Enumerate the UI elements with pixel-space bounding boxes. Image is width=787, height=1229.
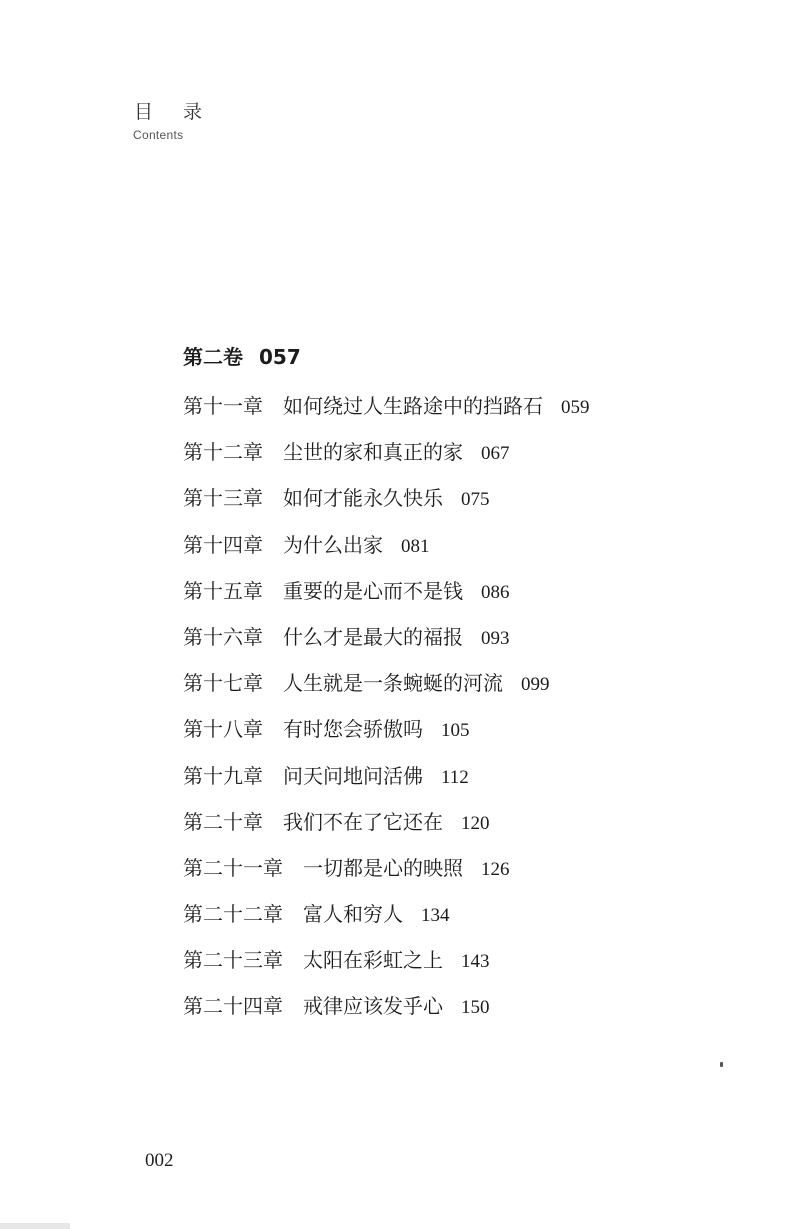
chapter-label: 第十三章 <box>183 486 263 511</box>
toc-entry[interactable] <box>183 983 743 1029</box>
chapter-title: 一切都是心的映照 <box>303 855 463 880</box>
chapter-page-number: 112 <box>441 766 469 788</box>
print-speck <box>720 1062 723 1067</box>
toc-entry[interactable] <box>183 799 743 845</box>
chapter-title: 如何才能永久快乐 <box>283 486 443 511</box>
chapter-title: 我们不在了它还在 <box>283 809 443 834</box>
chapter-label: 第十四章 <box>183 532 263 557</box>
contents-subheading: Contents <box>133 128 184 142</box>
chapter-title: 什么才是最大的福报 <box>283 624 463 649</box>
chapter-page-number: 059 <box>561 397 590 418</box>
table-of-contents <box>183 337 743 1030</box>
page-number: 002 <box>145 1150 174 1171</box>
chapter-title: 尘世的家和真正的家 <box>283 440 463 465</box>
chapter-title: 太阳在彩虹之上 <box>303 948 443 973</box>
chapter-list <box>183 383 743 1030</box>
chapter-label: 第十一章 <box>183 394 263 418</box>
chapter-label: 第二十三章 <box>183 948 283 973</box>
chapter-page-number: 081 <box>401 535 430 557</box>
toc-entry[interactable] <box>183 383 743 429</box>
chapter-page-number: 150 <box>461 997 490 1019</box>
toc-entry[interactable] <box>183 660 743 706</box>
chapter-page-number: 120 <box>461 812 490 834</box>
toc-entry[interactable] <box>183 937 743 983</box>
chapter-label: 第十九章 <box>183 763 263 788</box>
chapter-page-number: 134 <box>421 905 450 927</box>
chapter-label: 第十八章 <box>183 717 263 742</box>
chapter-title: 为什么出家 <box>283 532 383 557</box>
section-label: 第二卷 <box>183 345 243 369</box>
chapter-page-number: 067 <box>481 443 510 465</box>
toc-entry[interactable] <box>183 891 743 937</box>
toc-entry[interactable] <box>183 475 743 521</box>
toc-entry[interactable] <box>183 706 743 752</box>
chapter-label: 第二十二章 <box>183 902 283 927</box>
section-page-number: 057 <box>259 345 301 369</box>
chapter-label: 第十五章 <box>183 578 263 603</box>
toc-section-heading[interactable] <box>183 337 743 377</box>
toc-entry[interactable] <box>183 522 743 568</box>
chapter-label: 第十六章 <box>183 624 263 649</box>
chapter-title: 戒律应该发乎心 <box>303 994 443 1019</box>
chapter-page-number: 105 <box>441 720 470 742</box>
chapter-label: 第二十四章 <box>183 994 283 1019</box>
chapter-page-number: 086 <box>481 581 510 603</box>
chapter-label: 第二十章 <box>183 809 263 834</box>
chapter-title: 人生就是一条蜿蜒的河流 <box>283 671 503 696</box>
toc-entry[interactable] <box>183 568 743 614</box>
toc-entry[interactable] <box>183 753 743 799</box>
chapter-page-number: 093 <box>481 627 510 649</box>
chapter-page-number: 075 <box>461 489 490 511</box>
toc-entry[interactable] <box>183 614 743 660</box>
contents-heading: 目 录 <box>134 101 215 123</box>
chapter-label: 第二十一章 <box>183 855 283 880</box>
chapter-title: 富人和穷人 <box>303 902 403 927</box>
chapter-label: 第十二章 <box>183 440 263 465</box>
toc-entry[interactable] <box>183 429 743 475</box>
chapter-title: 问天问地问活佛 <box>283 763 423 788</box>
chapter-title: 如何绕过人生路途中的挡路石 <box>283 394 543 418</box>
chapter-title: 有时您会骄傲吗 <box>283 717 423 742</box>
chapter-page-number: 126 <box>481 858 510 880</box>
chapter-title: 重要的是心而不是钱 <box>283 578 463 603</box>
toc-entry[interactable] <box>183 845 743 891</box>
scan-edge-mark <box>0 1223 70 1229</box>
chapter-page-number: 143 <box>461 951 490 973</box>
chapter-label: 第十七章 <box>183 671 263 696</box>
chapter-page-number: 099 <box>521 674 550 696</box>
